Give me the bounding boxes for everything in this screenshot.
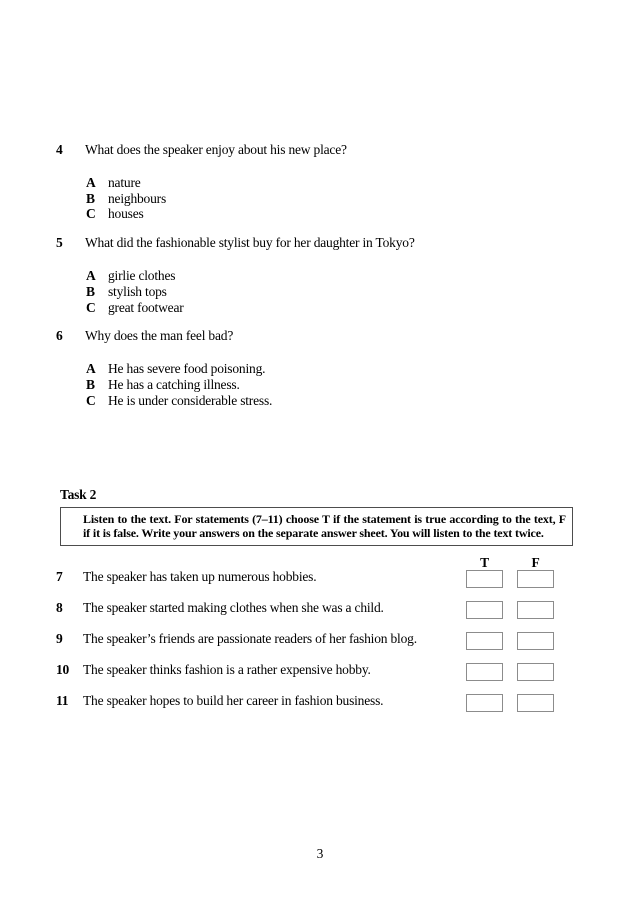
question-stem: What does the speaker enjoy about his new place? — [85, 142, 347, 157]
true-checkbox-9[interactable] — [466, 632, 503, 650]
statement-row-11 — [56, 693, 573, 711]
statement-text: The speaker hopes to build her career in fashion business. — [83, 693, 384, 709]
option-letter: A — [86, 175, 96, 190]
option-text: stylish tops — [108, 283, 167, 299]
page-number: 3 — [316, 846, 324, 861]
option-text: houses — [108, 206, 144, 222]
task2-section — [56, 487, 573, 711]
true-checkbox-10[interactable] — [466, 663, 503, 681]
false-checkbox-9[interactable] — [517, 632, 554, 650]
true-false-table — [56, 555, 573, 711]
statement-row-10 — [56, 662, 573, 680]
option-letter: A — [86, 268, 96, 284]
statement-row-7 — [56, 569, 573, 587]
false-checkbox-7[interactable] — [517, 570, 554, 588]
question-stem-row — [56, 235, 604, 251]
options-list — [86, 175, 604, 222]
statement-text: The speaker thinks fashion is a rather expensive hobby. — [83, 662, 371, 678]
task1-section — [56, 142, 604, 408]
option-letter: C — [86, 206, 96, 222]
question-number: 4 — [56, 142, 63, 157]
question-4 — [56, 142, 604, 222]
statement-number: 8 — [56, 600, 63, 616]
option-a[interactable] — [86, 361, 604, 377]
option-text: great footwear — [108, 299, 184, 315]
option-letter: C — [86, 299, 96, 315]
instruction-text: Listen to the text. For statements (7–11) choose T if the statement is true according to the text, F if it is false. Write your answers on the separate answer sheet. You will listen to the text twice. — [83, 512, 566, 541]
question-stem-row — [56, 142, 604, 158]
true-column-header: T — [480, 555, 489, 571]
question-6 — [56, 328, 604, 408]
option-letter: B — [86, 376, 95, 392]
option-c[interactable] — [86, 393, 604, 409]
option-a[interactable] — [86, 268, 604, 284]
statement-number: 11 — [56, 693, 69, 709]
option-text: girlie clothes — [108, 268, 176, 284]
true-checkbox-11[interactable] — [466, 694, 503, 712]
option-c[interactable] — [86, 206, 604, 222]
statement-text: The speaker has taken up numerous hobbies. — [83, 569, 317, 585]
statement-row-9 — [56, 631, 573, 649]
option-c[interactable] — [86, 300, 604, 316]
question-stem: What did the fashionable stylist buy for her daughter in Tokyo? — [85, 235, 415, 251]
true-checkbox-8[interactable] — [466, 601, 503, 619]
false-checkbox-8[interactable] — [517, 601, 554, 619]
options-list — [86, 268, 604, 315]
true-checkbox-7[interactable] — [466, 570, 503, 588]
statement-text: The speaker’s friends are passionate readers of her fashion blog. — [83, 631, 417, 647]
statement-text: The speaker started making clothes when she was a child. — [83, 600, 384, 616]
option-b[interactable] — [86, 191, 604, 207]
option-text: neighbours — [108, 190, 166, 206]
option-letter: B — [86, 283, 95, 299]
false-checkbox-10[interactable] — [517, 663, 554, 681]
task2-heading: Task 2 — [60, 487, 97, 502]
question-number: 6 — [56, 328, 63, 344]
option-letter: B — [86, 190, 95, 206]
question-stem: Why does the man feel bad? — [85, 328, 234, 344]
instruction-box — [60, 507, 573, 546]
false-checkbox-11[interactable] — [517, 694, 554, 712]
option-text: nature — [108, 175, 141, 190]
question-5 — [56, 235, 604, 315]
option-text: He is under considerable stress. — [108, 392, 273, 408]
option-text: He has severe food poisoning. — [108, 361, 266, 377]
option-b[interactable] — [86, 284, 604, 300]
option-letter: A — [86, 361, 96, 377]
statement-row-8 — [56, 600, 573, 618]
statement-number: 9 — [56, 631, 63, 647]
false-column-header: F — [531, 555, 540, 571]
option-b[interactable] — [86, 377, 604, 393]
question-stem-row — [56, 328, 604, 344]
question-number: 5 — [56, 235, 63, 251]
options-list — [86, 361, 604, 408]
option-text: He has a catching illness. — [108, 376, 240, 392]
statement-number: 10 — [56, 662, 70, 678]
option-letter: C — [86, 392, 96, 408]
statement-number: 7 — [56, 569, 63, 585]
option-a[interactable] — [86, 175, 604, 191]
